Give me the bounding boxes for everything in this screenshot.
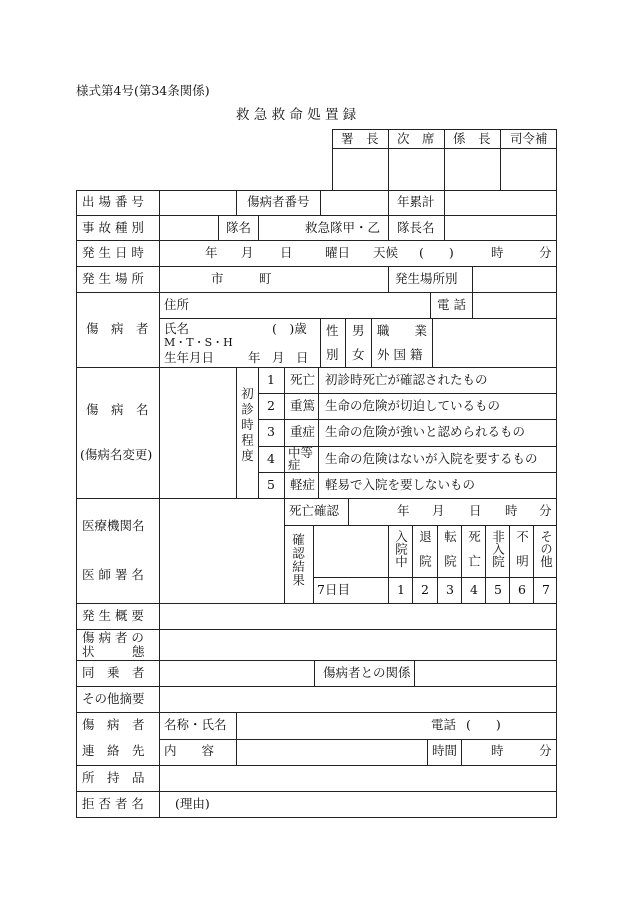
contact-minute-unit: 分 (539, 743, 552, 758)
outcome-label: 転院 (442, 530, 458, 579)
severity-level: 重篤 (290, 398, 316, 413)
death-year-unit: 年 (397, 503, 410, 518)
contact-label-bottom: 連 絡 先 (82, 743, 145, 758)
death-confirm-label: 死亡確認 (289, 503, 340, 518)
unit-ab-label: 救急隊甲・乙 (305, 220, 381, 235)
month-unit: 月 (241, 245, 254, 260)
patient-label: 傷 病 者 (86, 321, 149, 336)
disease-change-label: (傷病名変更) (80, 447, 153, 462)
minute-unit: 分 (539, 245, 552, 260)
address-label: 住所 (164, 297, 190, 312)
day7-label: 7日目 (317, 582, 350, 597)
overview-label: 発 生 概 要 (82, 608, 144, 623)
accident-type-label: 事 故 種 別 (82, 220, 144, 235)
approval-commander-assistant: 司令補 (510, 131, 548, 146)
place-label: 発 生 場 所 (82, 271, 144, 286)
severity-desc: 生命の危険が切迫しているもの (325, 398, 501, 413)
weather-paren: ( ) (419, 245, 454, 260)
death-month-unit: 月 (432, 503, 445, 518)
phone-label: 電 話 (437, 297, 466, 312)
reason-label: (理由) (175, 796, 210, 811)
severity-level: 中等症 (288, 445, 314, 472)
day-unit: 日 (280, 245, 293, 260)
doctor-label: 医 師 署 名 (82, 567, 144, 582)
birth-year-unit: 年 (248, 350, 261, 365)
year-unit: 年 (205, 245, 218, 260)
outcome-label: 不明 (514, 530, 530, 579)
severity-no: 2 (267, 398, 275, 413)
form-number: 様式第4号(第34条関係) (76, 83, 210, 98)
severity-header: 初診時程度 (239, 387, 255, 465)
patient-no-label: 傷病者番号 (247, 194, 310, 209)
approval-section-chief: 係 長 (453, 131, 491, 146)
severity-no: 1 (267, 372, 275, 387)
severity-desc: 生命の危険はないが入院を要するもの (325, 451, 538, 466)
death-hour-unit: 時 (505, 503, 518, 518)
birth-month-unit: 月 (272, 350, 285, 365)
approval-chief: 署 長 (341, 131, 379, 146)
outcome-label: 死亡 (466, 530, 482, 579)
refuser-label: 拒 否 者 名 (82, 796, 144, 811)
contact-hour-unit: 時 (491, 743, 504, 758)
sex-label-bottom: 別 (326, 347, 339, 362)
outcome-no: 5 (494, 582, 502, 597)
death-minute-unit: 分 (539, 503, 552, 518)
annual-total-label: 年累計 (397, 194, 435, 209)
city-unit: 市 (211, 271, 224, 286)
outcome-no: 1 (397, 582, 405, 597)
outcome-label: 入院中 (393, 530, 409, 568)
contact-phone-paren: ( ) (466, 717, 501, 732)
female-option: 女 (352, 347, 365, 362)
time-label: 時間 (432, 743, 458, 758)
confirm-result-label: 確認結果 (290, 533, 306, 587)
severity-level: 軽症 (290, 477, 316, 492)
outcome-label: 退院 (417, 530, 433, 579)
unit-name-label: 隊名 (226, 220, 252, 235)
relation-label: 傷病者との関係 (323, 665, 411, 680)
outcome-no: 6 (518, 582, 526, 597)
birthdate-label: 生年月日 (164, 350, 215, 365)
death-day-unit: 日 (469, 503, 482, 518)
belongings-label: 所 持 品 (82, 770, 145, 785)
severity-no: 4 (267, 451, 275, 466)
patient-state-label-top: 傷 病 者 の (82, 630, 144, 645)
name-label: 氏名 (164, 321, 190, 336)
outcome-no: 3 (446, 582, 454, 597)
outcome-label: 非入院 (490, 530, 506, 568)
weekday-label: 曜日 (325, 245, 351, 260)
hour-unit: 時 (491, 245, 504, 260)
contact-phone-label: 電話 (431, 717, 457, 732)
age-label: ( )歳 (272, 321, 307, 336)
nationality-label: 外 国 籍 (377, 347, 423, 362)
severity-desc: 軽易で入院を要しないもの (325, 477, 476, 492)
job-label: 職 業 (377, 323, 428, 338)
form-title: 救 急 救 命 処 置 録 (236, 107, 357, 123)
place-type-label: 発生場所別 (395, 271, 458, 286)
datetime-label: 発 生 日 時 (82, 245, 144, 260)
severity-level: 重症 (290, 424, 316, 439)
severity-no: 5 (267, 477, 275, 492)
contents-label: 内 容 (164, 743, 215, 758)
outcome-no: 4 (470, 582, 478, 597)
town-unit: 町 (259, 271, 272, 286)
severity-desc: 生命の危険が強いと認められるもの (325, 424, 526, 439)
era-label: M・T・S・H (164, 336, 233, 349)
contact-label-top: 傷 病 者 (82, 717, 145, 732)
other-label: その他摘要 (82, 691, 145, 706)
outcome-label: その他 (538, 530, 554, 568)
approval-deputy: 次 席 (397, 131, 435, 146)
sex-label-top: 性 (326, 323, 339, 338)
severity-no: 3 (267, 424, 275, 439)
outcome-no: 2 (421, 582, 429, 597)
captain-label: 隊長名 (397, 220, 435, 235)
hospital-label: 医療機関名 (82, 518, 145, 533)
outcome-no: 7 (542, 582, 550, 597)
contact-name-label: 名称・氏名 (164, 717, 227, 732)
severity-level: 死亡 (290, 372, 316, 387)
dispatch-no-label: 出 場 番 号 (82, 194, 144, 209)
patient-state-label-bottom: 状 態 (82, 644, 145, 659)
disease-label: 傷 病 名 (86, 402, 149, 417)
companion-label: 同 乗 者 (82, 665, 145, 680)
severity-desc: 初診時死亡が確認されたもの (325, 372, 488, 387)
birth-day-unit: 日 (296, 350, 309, 365)
male-option: 男 (352, 323, 365, 338)
weather-label: 天候 (373, 245, 399, 260)
